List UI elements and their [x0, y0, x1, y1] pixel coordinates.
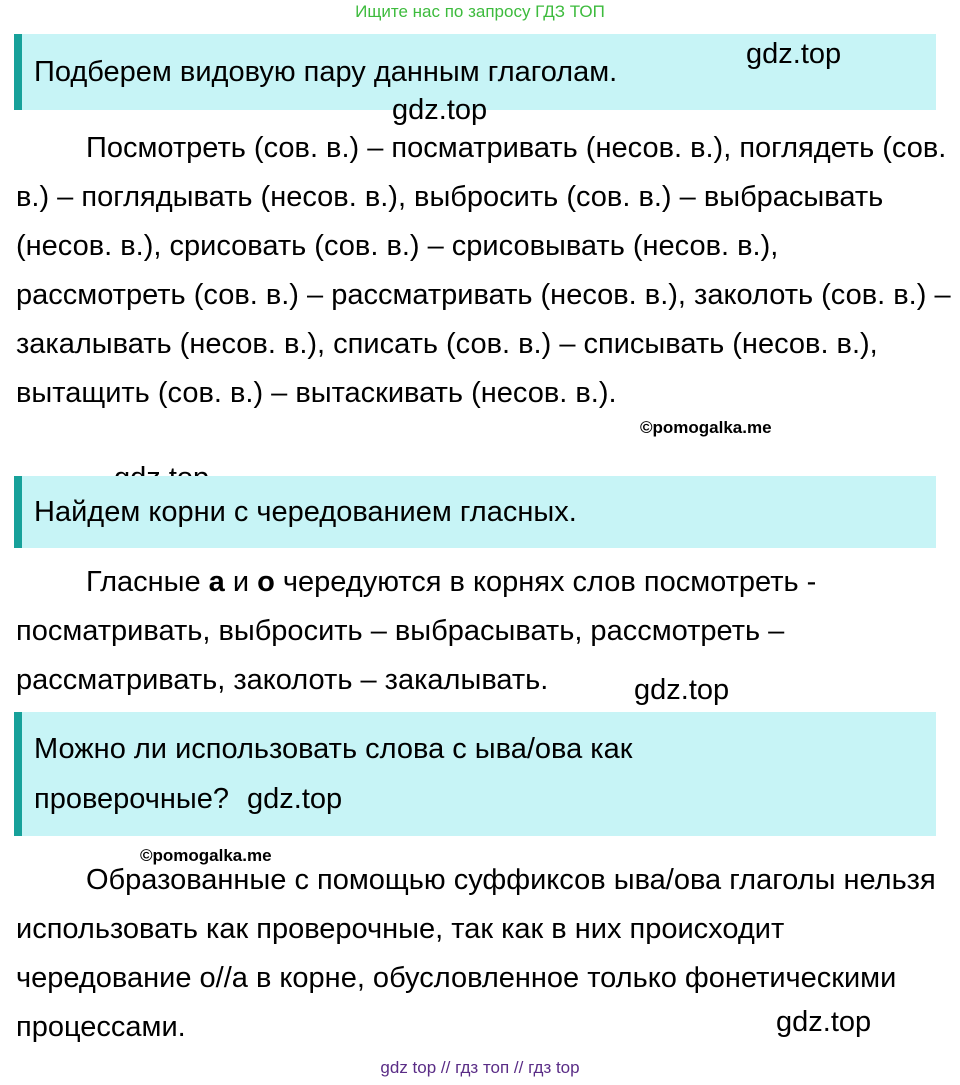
section-2-heading	[14, 476, 936, 548]
watermark-pomogalka: ©pomogalka.me	[140, 846, 272, 865]
watermark-gdz: gdz.top	[746, 38, 842, 70]
watermark-gdz: gdz.top	[247, 783, 343, 815]
bold-vowel-o: о	[257, 566, 275, 598]
section-2-paragraph: Гласные а и о чередуются в корнях слов посмотреть - посматривать, выбросить – выбрасывать, рассмотреть – рассматривать, заколоть – закалывать.	[16, 566, 817, 696]
watermark-gdz: gdz.top	[392, 94, 488, 126]
section-1-heading-text: Подберем видовую пару данным глаголам.	[34, 56, 618, 88]
top-banner[interactable]: Ищите нас по запросу ГДЗ ТОП	[355, 2, 605, 21]
section-3-heading-line2: проверочные?	[34, 783, 230, 815]
section-3-heading	[14, 712, 936, 836]
section-3-paragraph: Образованные с помощью суффиксов ыва/ова глаголы нельзя использовать как проверочные, так как в них происходит чередование о//а в корне, обусловленное только фонетическими процессами.	[16, 864, 936, 1043]
watermark-gdz: gdz.top	[634, 674, 730, 706]
footer-links[interactable]: gdz top // гдз топ // гдз top	[380, 1058, 580, 1077]
section-1-paragraph: Посмотреть (сов. в.) – посматривать (несов. в.), поглядеть (сов. в.) – поглядывать (несов. в.), выбросить (сов. в.) – выбрасывать (несов. в.), срисовать (сов. в.) – срисовывать (несов. в.), рассмотреть (сов. в.) – рассматривать (несов. в.), заколоть (сов. в.) – закалывать (несов. в.), списать (сов. в.) – списывать (несов. в.), вытащить (сов. в.) – вытаскивать (несов. в.).	[16, 132, 951, 409]
watermark-gdz: gdz.top	[776, 1006, 872, 1038]
bold-vowel-a: а	[208, 566, 225, 598]
watermark-pomogalka: ©pomogalka.me	[640, 418, 772, 437]
section-3-heading-line1: Можно ли использовать слова с ыва/ова как	[34, 733, 633, 765]
section-2-heading-text: Найдем корни с чередованием гласных.	[34, 496, 577, 528]
